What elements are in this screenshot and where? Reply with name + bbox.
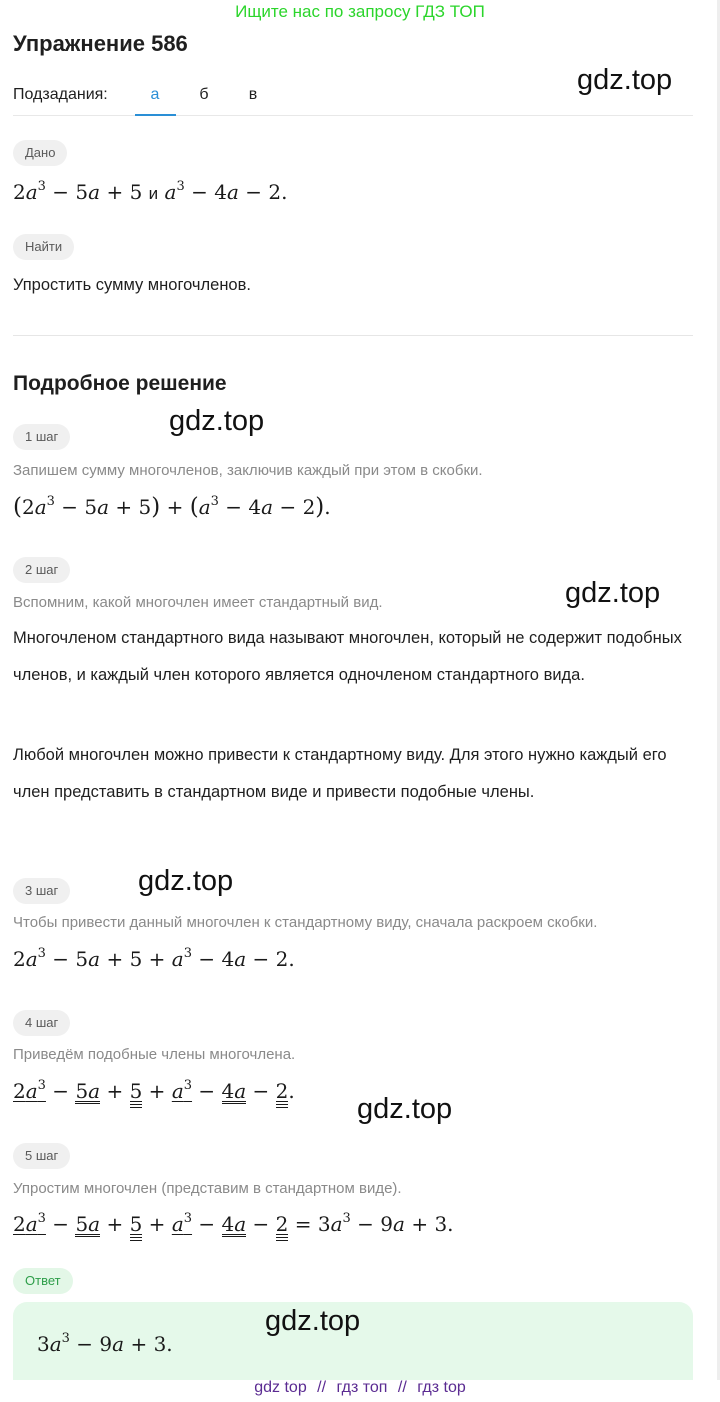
footer-separator: // bbox=[397, 1379, 407, 1396]
page-title: Упражнение 586 bbox=[13, 31, 188, 56]
footer-separator: // bbox=[317, 1379, 327, 1396]
step-badge: 1 шаг bbox=[13, 424, 70, 450]
answer-badge: Ответ bbox=[13, 1268, 73, 1294]
rule-paragraph: Любой многочлен можно привести к стандартному виду. Для этого нужно каждый его член представить в стандартном виде и привести подобные члены. bbox=[13, 746, 667, 801]
given-conjunction: и bbox=[148, 184, 159, 203]
solution-title: Подробное решение bbox=[13, 372, 227, 395]
watermark: gdz.top bbox=[265, 1305, 361, 1337]
step-hint: Упростим многочлен (представим в стандартном виде). bbox=[13, 1180, 402, 1197]
watermark: gdz.top bbox=[565, 577, 661, 609]
tabs-divider bbox=[13, 115, 693, 116]
step-hint: Вспомним, какой многочлен имеет стандартный вид. bbox=[13, 594, 383, 611]
step-5-expression: $2a^3 - 5a + 5 + a^3 - 4a - 2 = 3a^3 - 9a + 3$. bbox=[13, 1212, 454, 1241]
step-badge: 3 шаг bbox=[13, 878, 70, 904]
step-hint: Чтобы привести данный многочлен к стандартному виду, сначала раскроем скобки. bbox=[13, 914, 598, 931]
find-text: Упростить сумму многочленов. bbox=[13, 276, 251, 294]
tab-b[interactable]: б bbox=[199, 86, 209, 103]
footer-links bbox=[0, 1377, 720, 1399]
watermark: gdz.top bbox=[138, 865, 234, 897]
step-badge: 4 шаг bbox=[13, 1010, 70, 1036]
given-expression: $2a^3 - 5a + 5$ и $a^3 - 4a - 2$. bbox=[13, 179, 288, 204]
footer-link[interactable]: гдз top bbox=[417, 1379, 466, 1396]
step-4-expression: $2a^3 - 5a + 5 + a^3 - 4a - 2$. bbox=[13, 1079, 295, 1108]
find-badge: Найти bbox=[13, 234, 74, 260]
section-divider bbox=[13, 335, 693, 336]
answer-expression: $3a^3 - 9a + 3$. bbox=[37, 1331, 173, 1356]
given-badge: Дано bbox=[13, 140, 67, 166]
watermark: gdz.top bbox=[169, 405, 265, 437]
watermark: gdz.top bbox=[357, 1093, 453, 1125]
step-3-expression: $2a^3 - 5a + 5 + a^3 - 4a - 2$. bbox=[13, 946, 295, 971]
step-badge: 2 шаг bbox=[13, 557, 70, 583]
footer-link[interactable]: gdz top bbox=[254, 1379, 307, 1396]
step-1-expression: $(2a^3 - 5a + 5) + (a^3 - 4a - 2)$. bbox=[13, 494, 331, 520]
definition-paragraph: Многочленом стандартного вида называют многочлен, который не содержит подобных членов, и каждый член которого является одночленом стандартного вида. bbox=[13, 629, 682, 684]
tab-v[interactable]: в bbox=[248, 86, 258, 103]
tab-a[interactable]: а bbox=[150, 86, 160, 103]
subtasks-label: Подзадания: bbox=[13, 86, 108, 103]
step-badge: 5 шаг bbox=[13, 1143, 70, 1169]
footer-link[interactable]: гдз топ bbox=[336, 1379, 388, 1396]
watermark: gdz.top bbox=[577, 64, 673, 96]
step-hint: Запишем сумму многочленов, заключив каждый при этом в скобки. bbox=[13, 462, 483, 479]
step-hint: Приведём подобные члены многочлена. bbox=[13, 1046, 296, 1063]
active-tab-indicator bbox=[135, 114, 176, 116]
promo-banner[interactable]: Ищите нас по запросу ГДЗ ТОП bbox=[235, 2, 485, 21]
